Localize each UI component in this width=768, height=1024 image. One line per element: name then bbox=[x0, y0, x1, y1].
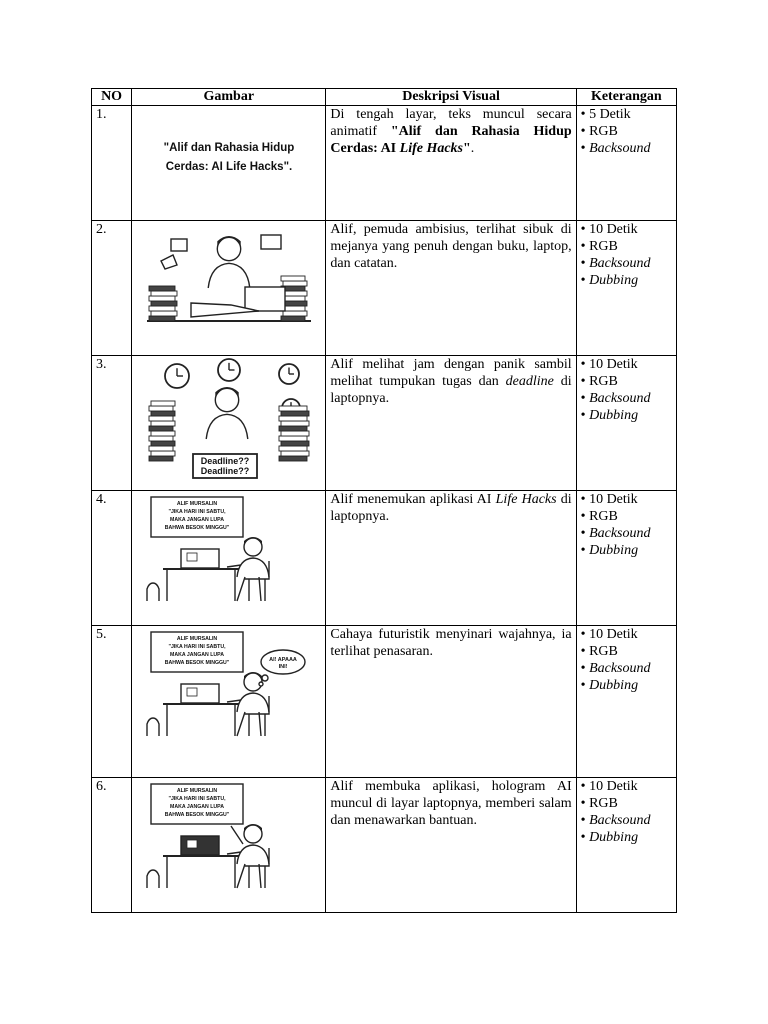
keterangan-item: • 10 Detik bbox=[581, 778, 672, 795]
keterangan-list bbox=[581, 106, 672, 157]
keterangan-item: • 10 Detik bbox=[581, 626, 672, 643]
row-keterangan bbox=[576, 356, 676, 491]
row-number: 4. bbox=[92, 491, 132, 626]
row-keterangan bbox=[576, 778, 676, 913]
row-image-cell bbox=[132, 106, 326, 221]
poster-text-line: MAKA JANGAN LUPA bbox=[169, 804, 224, 810]
keterangan-item: • Backsound bbox=[581, 390, 672, 407]
keterangan-item: • Backsound bbox=[581, 140, 672, 157]
poster-text-line: ALIF MURSALIN bbox=[176, 636, 217, 642]
poster-text-line: "JIKA HARI INI SABTU, bbox=[168, 796, 226, 802]
keterangan-list bbox=[581, 778, 672, 846]
keterangan-item: • Dubbing bbox=[581, 542, 672, 559]
description-text-run: Alif, pemuda ambisius, terlihat sibuk di mejanya yang penuh dengan buku, laptop, dan catatan. bbox=[330, 222, 572, 271]
row-number: 5. bbox=[92, 626, 132, 778]
poster-text-line: MAKA JANGAN LUPA bbox=[169, 517, 224, 523]
description-text-run: "Alif dan Rahasia Hidup Cerdas: AI bbox=[330, 124, 572, 156]
table-row bbox=[92, 778, 677, 913]
storyboard-illustration bbox=[141, 491, 317, 622]
thought-bubble-text: AI! APAAA bbox=[268, 657, 297, 663]
description-text-run: Alif menemukan aplikasi AI bbox=[330, 492, 496, 507]
keterangan-item: • Dubbing bbox=[581, 829, 672, 846]
title-card-text: Cerdas: AI Life Hacks". bbox=[165, 161, 292, 173]
keterangan-item: • 10 Detik bbox=[581, 356, 672, 373]
deadline-sign-text: Deadline?? bbox=[200, 466, 250, 476]
row-keterangan bbox=[576, 106, 676, 221]
row-image-cell bbox=[132, 626, 326, 778]
row-image-cell bbox=[132, 221, 326, 356]
description-text-run: Cahaya futuristik menyinari wajahnya, ia terlihat penasaran. bbox=[330, 627, 572, 659]
table-header-row bbox=[92, 89, 677, 106]
description-text-run: Alif membuka aplikasi, hologram AI muncul di layar laptopnya, memberi salam dan menawarkan bantuan. bbox=[330, 779, 572, 828]
header-no: NO bbox=[92, 89, 132, 106]
keterangan-item: • RGB bbox=[581, 643, 672, 660]
title-card-text: "Alif dan Rahasia Hidup bbox=[163, 142, 295, 154]
poster-text-line: "JIKA HARI INI SABTU, bbox=[168, 644, 226, 650]
row-number: 2. bbox=[92, 221, 132, 356]
row-image-cell bbox=[132, 356, 326, 491]
keterangan-item: • RGB bbox=[581, 795, 672, 812]
row-image-cell bbox=[132, 778, 326, 913]
storyboard-table bbox=[91, 88, 677, 913]
header-gambar: Gambar bbox=[132, 89, 326, 106]
poster-text-line: MAKA JANGAN LUPA bbox=[169, 652, 224, 658]
keterangan-list bbox=[581, 221, 672, 289]
description-text-run: Life Hacks bbox=[495, 492, 557, 507]
storyboard-illustration bbox=[141, 106, 317, 217]
description-text-run: Life Hacks bbox=[399, 141, 464, 156]
keterangan-item: • RGB bbox=[581, 238, 672, 255]
table-row bbox=[92, 491, 677, 626]
keterangan-item: • RGB bbox=[581, 508, 672, 525]
keterangan-item: • RGB bbox=[581, 123, 672, 140]
poster-text-line: BAHWA BESOK MINGGU" bbox=[164, 812, 230, 818]
keterangan-item: • Backsound bbox=[581, 525, 672, 542]
keterangan-item: • Dubbing bbox=[581, 272, 672, 289]
keterangan-list bbox=[581, 491, 672, 559]
row-description bbox=[326, 491, 576, 626]
keterangan-item: • RGB bbox=[581, 373, 672, 390]
row-description bbox=[326, 221, 576, 356]
keterangan-item: • 10 Detik bbox=[581, 221, 672, 238]
row-number: 3. bbox=[92, 356, 132, 491]
keterangan-item: • Backsound bbox=[581, 660, 672, 677]
storyboard-illustration bbox=[141, 221, 317, 352]
row-description bbox=[326, 356, 576, 491]
row-keterangan bbox=[576, 626, 676, 778]
storyboard-illustration bbox=[141, 626, 317, 774]
poster-text-line: BAHWA BESOK MINGGU" bbox=[164, 525, 230, 531]
keterangan-item: • Backsound bbox=[581, 812, 672, 829]
description-text-run: Di tengah layar, teks muncul secara animatif bbox=[330, 107, 572, 139]
poster-text-line: "JIKA HARI INI SABTU, bbox=[168, 509, 226, 515]
header-deskripsi: Deskripsi Visual bbox=[326, 89, 576, 106]
row-number: 6. bbox=[92, 778, 132, 913]
storyboard-illustration bbox=[141, 778, 317, 909]
keterangan-item: • Dubbing bbox=[581, 407, 672, 424]
poster-text-line: ALIF MURSALIN bbox=[176, 501, 217, 507]
row-description bbox=[326, 778, 576, 913]
poster-text-line: ALIF MURSALIN bbox=[176, 788, 217, 794]
description-text-run: deadline bbox=[505, 374, 554, 389]
row-description bbox=[326, 626, 576, 778]
description-text-run: " bbox=[463, 141, 471, 156]
description-text-run: Alif melihat jam dengan panik sambil melihat tumpukan tugas dan bbox=[330, 357, 572, 389]
description-text-run: di laptopnya. bbox=[330, 492, 572, 524]
keterangan-item: • Backsound bbox=[581, 255, 672, 272]
keterangan-list bbox=[581, 356, 672, 424]
table-row bbox=[92, 221, 677, 356]
table-row bbox=[92, 106, 677, 221]
keterangan-item: • 10 Detik bbox=[581, 491, 672, 508]
table-row bbox=[92, 356, 677, 491]
row-keterangan bbox=[576, 221, 676, 356]
keterangan-item: • Dubbing bbox=[581, 677, 672, 694]
row-keterangan bbox=[576, 491, 676, 626]
table-row bbox=[92, 626, 677, 778]
description-text-run: di laptopnya. bbox=[330, 374, 572, 406]
row-number: 1. bbox=[92, 106, 132, 221]
thought-bubble-text: INI! bbox=[278, 664, 288, 670]
keterangan-item: • 5 Detik bbox=[581, 106, 672, 123]
description-text-run: . bbox=[470, 141, 475, 156]
poster-text-line: BAHWA BESOK MINGGU" bbox=[164, 660, 230, 666]
storyboard-illustration bbox=[141, 356, 317, 487]
row-description bbox=[326, 106, 576, 221]
deadline-sign-text: Deadline?? bbox=[200, 456, 250, 466]
row-image-cell bbox=[132, 491, 326, 626]
header-keterangan: Keterangan bbox=[576, 89, 676, 106]
keterangan-list bbox=[581, 626, 672, 694]
